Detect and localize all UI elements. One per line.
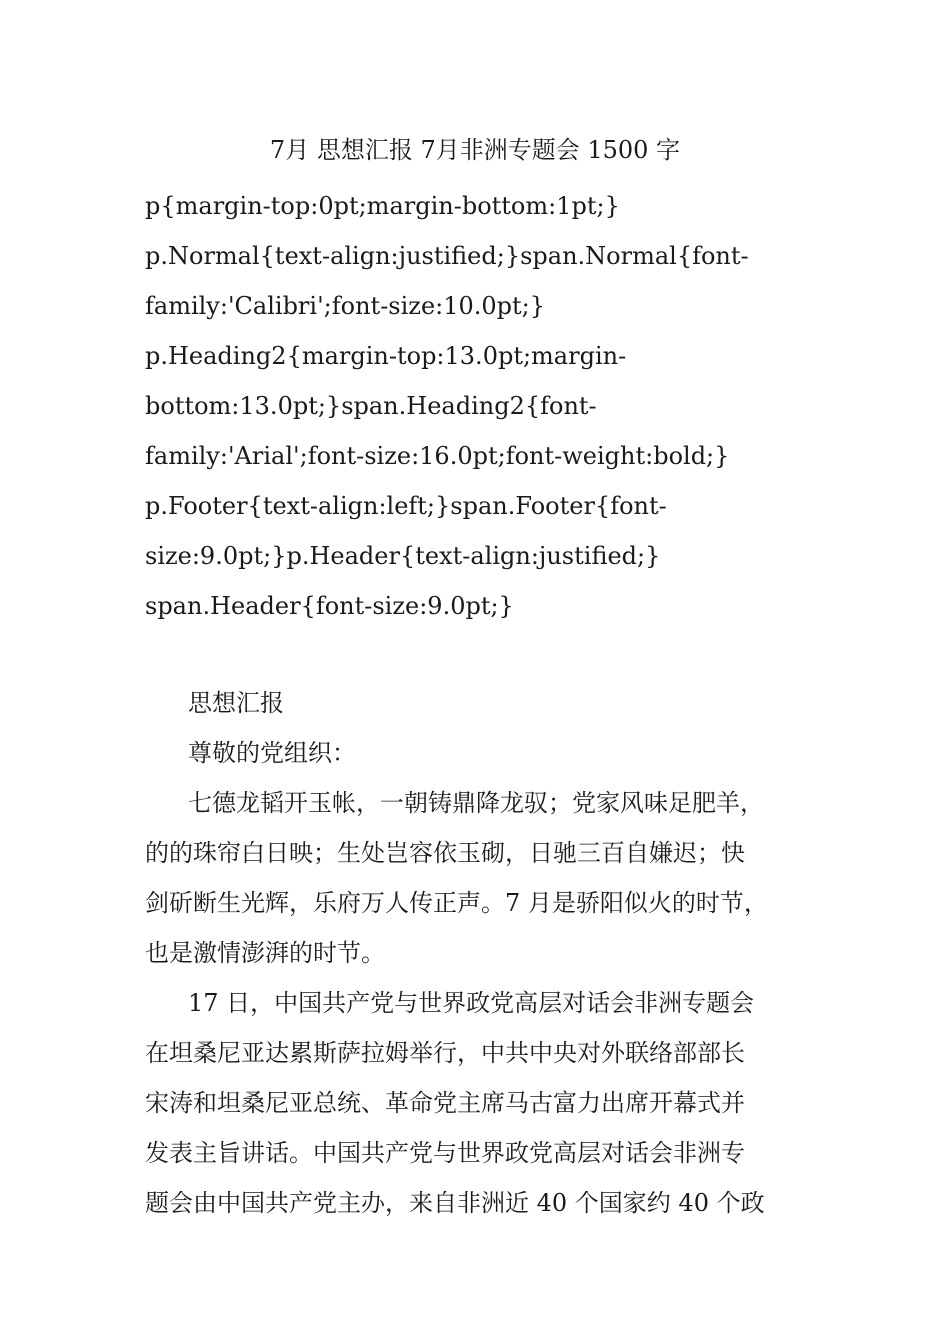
- stylesheet-text-block: [145, 181, 810, 631]
- report-heading: 思想汇报: [188, 689, 284, 717]
- document-title: 7月 思想汇报 7月非洲专题会 1500 字: [269, 136, 681, 164]
- paragraph-line: 17 日，中国共产党与世界政党高层对话会非洲专题会: [188, 989, 755, 1017]
- stylesheet-line: p.Normal{text-align:justified;}span.Normal{font-: [145, 242, 749, 270]
- paragraph-line: 也是激情澎湃的时节。: [145, 939, 385, 967]
- stylesheet-line: span.Header{font-size:9.0pt;}: [145, 592, 514, 620]
- paragraph-line: 题会由中国共产党主办，来自非洲近 40 个国家约 40 个政: [145, 1189, 765, 1217]
- report-body: [145, 678, 810, 1228]
- stylesheet-line: bottom:13.0pt;}span.Heading2{font-: [145, 392, 597, 420]
- stylesheet-line: p.Heading2{margin-top:13.0pt;margin-: [145, 342, 627, 370]
- paragraph-line: 的的珠帘白日映；生处岂容依玉砌，日驰三百自嫌迟；快: [145, 839, 745, 867]
- stylesheet-line: p{margin-top:0pt;margin-bottom:1pt;}: [145, 192, 620, 220]
- stylesheet-line: p.Footer{text-align:left;}span.Footer{font-: [145, 492, 667, 520]
- stylesheet-line: size:9.0pt;}p.Header{text-align:justified;}: [145, 542, 661, 570]
- paragraph-africa-dialogue: [145, 978, 810, 1228]
- stylesheet-line: family:'Calibri';font-size:10.0pt;}: [145, 292, 546, 320]
- stylesheet-line: family:'Arial';font-size:16.0pt;font-weight:bold;}: [145, 442, 730, 470]
- paragraph-line: 在坦桑尼亚达累斯萨拉姆举行，中共中央对外联络部部长: [145, 1039, 745, 1067]
- paragraph-opening-poem: [145, 778, 810, 978]
- paragraph-line: 发表主旨讲话。中国共产党与世界政党高层对话会非洲专: [145, 1139, 745, 1167]
- salutation: 尊敬的党组织：: [188, 739, 356, 767]
- paragraph-line: 宋涛和坦桑尼亚总统、革命党主席马古富力出席开幕式并: [145, 1089, 745, 1117]
- paragraph-line: 七德龙韬开玉帐，一朝铸鼎降龙驭；党家风味足肥羊，: [188, 789, 764, 817]
- paragraph-line: 剑斫断生光辉，乐府万人传正声。7 月是骄阳似火的时节，: [145, 889, 768, 917]
